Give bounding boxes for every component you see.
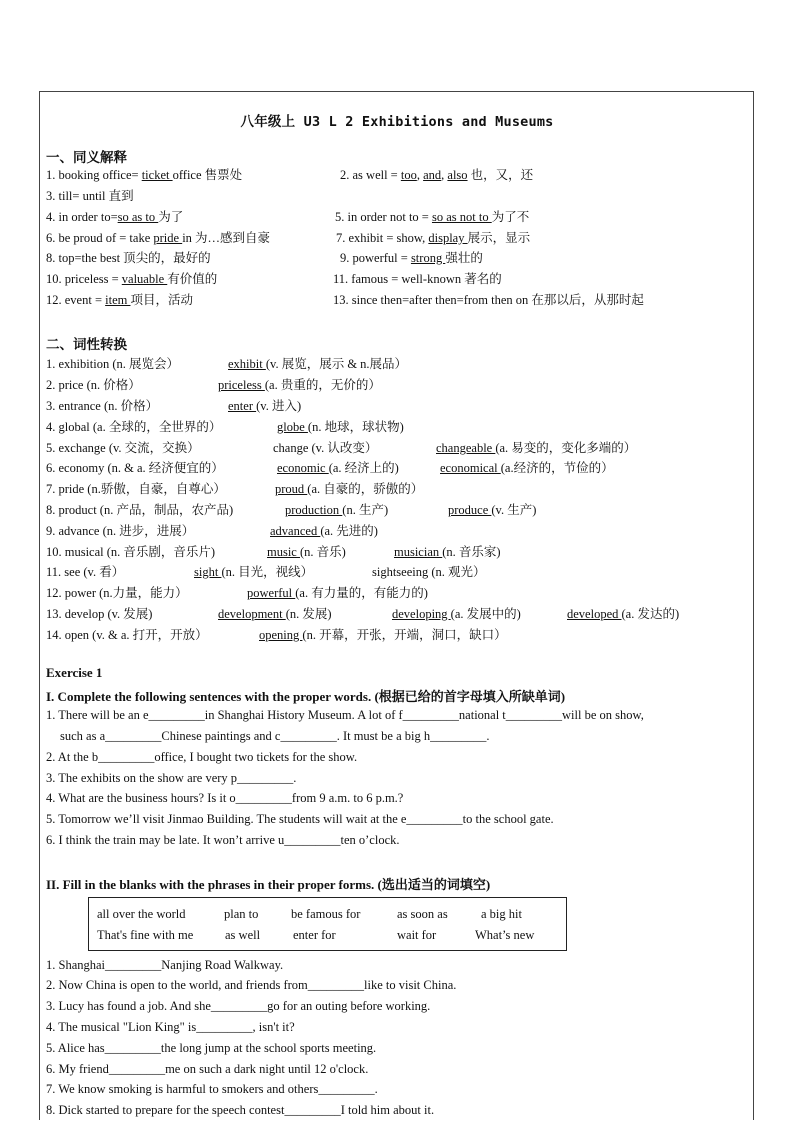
wordform-row — [0, 417, 794, 437]
wordform-derived: sightseeing (n. 观光） — [372, 565, 486, 579]
wordform-row — [0, 396, 794, 416]
synonym-item-8: 8. top=the best 顶尖的，最好的 — [46, 251, 211, 265]
wordform-derived: sight (n. 目光，视线） — [194, 565, 314, 579]
wordform-base: 9. advance (n. 进步，进展） — [46, 524, 195, 538]
page-title: 八年级上 U3 L 2 Exhibitions and Museums — [240, 114, 554, 130]
phrase-option: What’s new — [475, 928, 535, 942]
wordform-derived: economical (a.经济的，节俭的） — [440, 461, 614, 475]
wordform-row — [0, 583, 794, 603]
wordform-derived: advanced (a. 先进的) — [270, 524, 378, 538]
wordform-derived: opening (n. 开幕，开张，开端，洞口，缺口） — [259, 628, 507, 642]
part1-line-1: 1. There will be an e_________in Shanghai History Museum. A lot of f_________national t_________will be on show, — [46, 708, 644, 722]
wordform-derived: priceless (a. 贵重的，无价的） — [218, 378, 381, 392]
wordform-derived: changeable (a. 易变的，变化多端的） — [436, 441, 637, 455]
wordform-base: 2. price (n. 价格） — [46, 378, 141, 392]
wordform-base: 8. product (n. 产品，制品，农产品) — [46, 503, 234, 517]
wordform-row — [0, 604, 794, 624]
wordform-base: 12. power (n.力量，能力） — [46, 586, 188, 600]
wordform-derived: change (v. 认改变） — [273, 441, 378, 455]
synonym-row-5 — [0, 248, 794, 268]
wordform-row — [0, 521, 794, 541]
part2-line-7: 7. We know smoking is harmful to smokers and others_________. — [46, 1082, 378, 1096]
synonym-row-3 — [0, 207, 794, 227]
synonym-item-6: 6. be proud of = take pride in 为…感到自豪 — [46, 231, 271, 245]
part1-line-2: 2. At the b_________office, I bought two tickets for the show. — [46, 750, 358, 764]
part2-line-4: 4. The musical "Lion King" is_________, isn't it? — [46, 1020, 295, 1034]
phrase-option: be famous for — [291, 907, 361, 921]
wordform-derived: powerful (a. 有力量的，有能力的) — [247, 586, 428, 600]
part2-line-1: 1. Shanghai_________Nanjing Road Walkway. — [46, 958, 284, 972]
wordform-derived: musician (n. 音乐家) — [394, 545, 501, 559]
phrase-option: plan to — [224, 907, 259, 921]
part1-line-1b: such as a_________Chinese paintings and c_________. It must be a big h_________. — [60, 729, 490, 743]
wordform-derived: proud (a. 自豪的，骄傲的） — [275, 482, 424, 496]
synonym-item-13: 13. since then=after then=from then on 在那以后，从那时起 — [333, 293, 644, 307]
wordform-derived: exhibit (v. 展览，展示 & n.展品） — [228, 357, 408, 371]
part1-line-3: 3. The exhibits on the show are very p_________. — [46, 771, 297, 785]
synonym-row-2 — [0, 186, 794, 206]
synonyms-heading: 一、同义解释 — [46, 150, 127, 166]
part1-line-4: 4. What are the business hours? Is it o_________from 9 a.m. to 6 p.m.? — [46, 791, 404, 805]
wordform-derived: development (n. 发展) — [218, 607, 332, 621]
wordform-row — [0, 625, 794, 645]
phrase-option: wait for — [397, 928, 437, 942]
wordform-derived: economic (a. 经济上的) — [277, 461, 399, 475]
wordform-base: 5. exchange (v. 交流，交换） — [46, 441, 200, 455]
phrase-option: enter for — [293, 928, 336, 942]
wordform-row — [0, 458, 794, 478]
wordform-derived: developed (a. 发达的) — [567, 607, 680, 621]
synonym-item-5: 5. in order not to = so as not to 为了不 — [335, 210, 530, 224]
synonym-item-3: 3. till= until 直到 — [46, 189, 134, 203]
part2-heading: II. Fill in the blanks with the phrases in their proper forms. (选出适当的词填空) — [46, 877, 491, 892]
wordform-derived: produce (v. 生产) — [448, 503, 537, 517]
wordform-derived: music (n. 音乐) — [267, 545, 346, 559]
part2-line-8: 8. Dick started to prepare for the speech contest_________I told him about it. — [46, 1103, 435, 1117]
synonym-item-10: 10. priceless = valuable 有价值的 — [46, 272, 218, 286]
wordform-row — [0, 354, 794, 374]
wordform-base: 7. pride (n.骄傲，自豪，自尊心） — [46, 482, 226, 496]
synonym-row-4 — [0, 228, 794, 248]
phrase-box — [88, 897, 567, 951]
wordform-base: 6. economy (n. & a. 经济便宜的） — [46, 461, 224, 475]
part2-line-3: 3. Lucy has found a job. And she_________go for an outing before working. — [46, 999, 431, 1013]
wordform-derived: production (n. 生产) — [285, 503, 389, 517]
part1-line-6: 6. I think the train may be late. It won’t arrive u_________ten o’clock. — [46, 833, 400, 847]
wordform-base: 1. exhibition (n. 展览会） — [46, 357, 179, 371]
synonym-item-7: 7. exhibit = show, display 展示，显示 — [336, 231, 531, 245]
wordform-row — [0, 500, 794, 520]
exercise-label: Exercise 1 — [46, 665, 103, 680]
wordform-derived: enter (v. 进入) — [228, 399, 302, 413]
wordform-row — [0, 542, 794, 562]
wordform-base: 3. entrance (n. 价格） — [46, 399, 159, 413]
part2-line-2: 2. Now China is open to the world, and friends from_________like to visit China. — [46, 978, 457, 992]
wordform-row — [0, 562, 794, 582]
wordform-base: 13. develop (v. 发展) — [46, 607, 153, 621]
synonym-row-1 — [0, 165, 794, 185]
phrase-option: as soon as — [397, 907, 448, 921]
part1-line-5: 5. Tomorrow we’ll visit Jinmao Building. The students will wait at the e_________to the school gate. — [46, 812, 554, 826]
part1-heading: I. Complete the following sentences with the proper words. (根据已给的首字母填入所缺单词) — [46, 689, 566, 704]
wordform-base: 4. global (a. 全球的，全世界的） — [46, 420, 222, 434]
wordform-derived: developing (a. 发展中的) — [392, 607, 521, 621]
wordform-row — [0, 438, 794, 458]
wordform-row — [0, 375, 794, 395]
synonym-item-2: 2. as well = too, and, also 也，又，还 — [340, 168, 534, 182]
synonym-item-11: 11. famous = well-known 著名的 — [333, 272, 502, 286]
wordform-base: 11. see (v. 看） — [46, 565, 125, 579]
wordform-base: 10. musical (n. 音乐剧，音乐片) — [46, 545, 216, 559]
phrase-option: as well — [225, 928, 261, 942]
synonym-item-4: 4. in order to=so as to 为了 — [46, 210, 184, 224]
wordforms-heading: 二、词性转换 — [46, 337, 127, 353]
part2-line-5: 5. Alice has_________the long jump at the school sports meeting. — [46, 1041, 377, 1055]
synonym-item-12: 12. event = item 项目，活动 — [46, 293, 193, 307]
phrase-option: all over the world — [97, 907, 186, 921]
synonym-item-9: 9. powerful = strong 强壮的 — [340, 251, 483, 265]
part2-line-6: 6. My friend_________me on such a dark night until 12 o'clock. — [46, 1062, 369, 1076]
wordform-base: 14. open (v. & a. 打开，开放） — [46, 628, 208, 642]
synonym-row-6 — [0, 269, 794, 289]
synonym-row-7 — [0, 290, 794, 310]
wordform-row — [0, 479, 794, 499]
synonym-item-1: 1. booking office= ticket office 售票处 — [46, 168, 243, 182]
phrase-option: That's fine with me — [97, 928, 194, 942]
phrase-option: a big hit — [481, 907, 522, 921]
wordform-derived: globe (n. 地球，球状物) — [277, 420, 404, 434]
